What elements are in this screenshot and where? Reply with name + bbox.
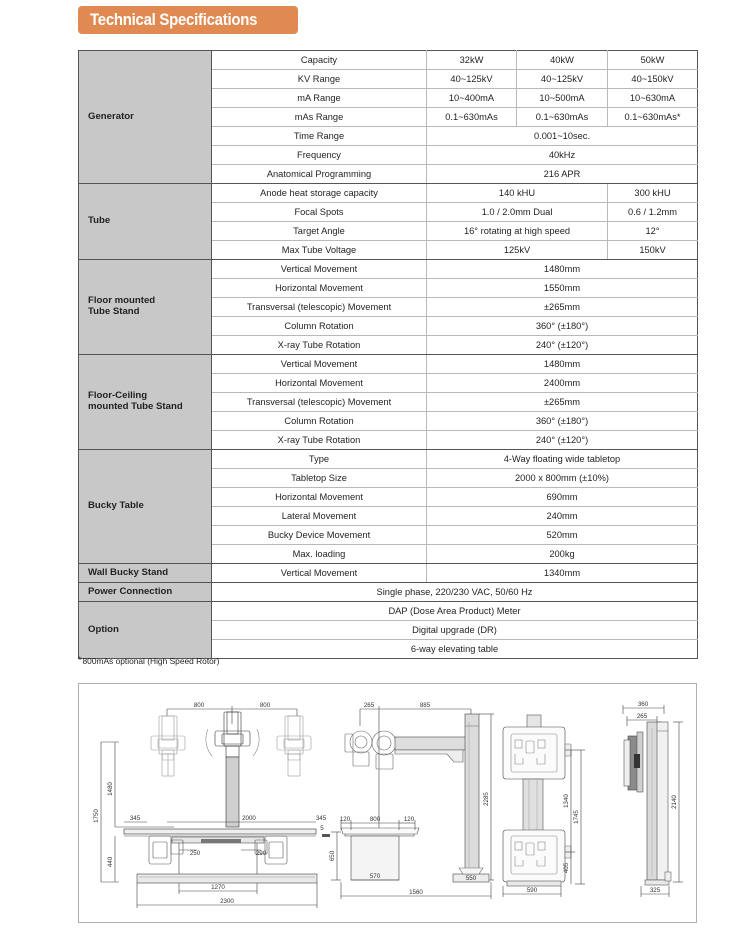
spec-label: Column Rotation [212,317,427,336]
svg-text:345: 345 [315,815,327,822]
spec-label: Column Rotation [212,412,427,431]
spec-value: 520mm [427,526,698,545]
spec-label: Tabletop Size [212,469,427,488]
view-side-tube-stand [320,702,494,899]
spec-value: 10~630mA [608,89,698,108]
spec-value: 240mm [427,507,698,526]
spec-value: 4-Way floating wide tabletop [427,450,698,469]
svg-text:120: 120 [403,816,415,823]
footnote-marker: * [78,655,82,665]
spec-value: 6-way elevating table [212,640,698,659]
spec-value: 40kW [517,51,608,70]
spec-value: 1480mm [427,260,698,279]
spec-value: 1550mm [427,279,698,298]
spec-label: Vertical Movement [212,355,427,374]
table-row [79,51,698,70]
spec-value: 32kW [427,51,517,70]
spec-value: 40~150kV [608,70,698,89]
svg-text:1750: 1750 [93,809,100,823]
svg-text:570: 570 [369,873,381,880]
spec-label: Horizontal Movement [212,279,427,298]
spec-label: Anode heat storage capacity [212,184,427,203]
drawings-svg-container [79,684,696,922]
spec-value: 10~500mA [517,89,608,108]
spec-value: ±265mm [427,393,698,412]
svg-text:120: 120 [339,816,351,823]
footnote [78,655,219,666]
svg-text:360: 360 [637,701,649,708]
spec-label: Horizontal Movement [212,374,427,393]
svg-text:800: 800 [259,702,271,709]
category-label: Floor mounted Tube Stand [79,260,212,355]
spec-label: X-ray Tube Rotation [212,431,427,450]
spec-value: 40~125kV [427,70,517,89]
spec-label: X-ray Tube Rotation [212,336,427,355]
spec-value: 0.001~10sec. [427,127,698,146]
page-title: Technical Specifications [90,10,258,29]
table-row [79,583,698,602]
spec-value: 1480mm [427,355,698,374]
table-row [79,602,698,621]
svg-text:1340: 1340 [563,794,570,808]
technical-dimension-drawings [79,684,696,922]
spec-label: Focal Spots [212,203,427,222]
spec-value: 240° (±120°) [427,431,698,450]
spec-label: Transversal (telescopic) Movement [212,393,427,412]
spec-value: 1.0 / 2.0mm Dual [427,203,608,222]
table-row [79,564,698,583]
spec-value: 16° rotating at high speed [427,222,608,241]
svg-text:5: 5 [320,825,324,832]
view-wall-bucky-side [623,701,683,897]
spec-value: 125kV [427,241,608,260]
category-label: Generator [79,51,212,184]
svg-text:2285: 2285 [483,792,490,806]
view-front-floor-stand [93,702,327,908]
table-row [79,450,698,469]
svg-text:1560: 1560 [409,889,423,896]
svg-text:290: 290 [255,850,267,857]
spec-value: 10~400mA [427,89,517,108]
spec-label: Target Angle [212,222,427,241]
table-row [79,260,698,279]
footnote-text: 800mAs optional (High Speed Rotor) [82,656,220,666]
svg-text:2000: 2000 [242,815,256,822]
spec-value: 0.6 / 1.2mm [608,203,698,222]
svg-text:345: 345 [129,815,141,822]
spec-label: Bucky Device Movement [212,526,427,545]
spec-value: ±265mm [427,298,698,317]
svg-text:800: 800 [193,702,205,709]
banner-background [78,6,298,34]
spec-value: 40kHz [427,146,698,165]
dimension-drawings-panel [78,683,697,923]
svg-text:885: 885 [419,702,431,709]
page-header-banner [78,6,298,34]
svg-text:250: 250 [189,850,201,857]
spec-label: Horizontal Movement [212,488,427,507]
category-label: Option [79,602,212,659]
svg-text:405: 405 [563,862,570,874]
spec-value: 300 kHU [608,184,698,203]
spec-value: Digital upgrade (DR) [212,621,698,640]
svg-text:440: 440 [107,856,114,868]
spec-label: Time Range [212,127,427,146]
spec-label: KV Range [212,70,427,89]
spec-label: Transversal (telescopic) Movement [212,298,427,317]
spec-label: Max. loading [212,545,427,564]
specifications-table [78,50,698,659]
svg-text:2300: 2300 [220,898,234,905]
spec-label: mAs Range [212,108,427,127]
spec-label: Vertical Movement [212,260,427,279]
svg-text:325: 325 [649,887,661,894]
svg-text:650: 650 [329,850,336,862]
view-wall-bucky-front [503,715,585,897]
svg-text:1270: 1270 [211,884,225,891]
spec-value: 360° (±180°) [427,412,698,431]
spec-value: 2000 x 800mm (±10%) [427,469,698,488]
category-label: Wall Bucky Stand [79,564,212,583]
svg-text:1745: 1745 [573,810,580,824]
spec-value: Single phase, 220/230 VAC, 50/60 Hz [212,583,698,602]
spec-value: 50kW [608,51,698,70]
spec-value: 200kg [427,545,698,564]
table-row [79,184,698,203]
spec-label: Max Tube Voltage [212,241,427,260]
svg-text:590: 590 [526,887,538,894]
spec-value: 0.1~630mAs* [608,108,698,127]
category-label: Power Connection [79,583,212,602]
spec-label: Type [212,450,427,469]
spec-value: 2400mm [427,374,698,393]
svg-text:800: 800 [369,816,381,823]
spec-value: 1340mm [427,564,698,583]
spec-value: 360° (±180°) [427,317,698,336]
spec-label: Frequency [212,146,427,165]
spec-label: mA Range [212,89,427,108]
spec-value: 150kV [608,241,698,260]
spec-value: 240° (±120°) [427,336,698,355]
spec-value: 40~125kV [517,70,608,89]
spec-value: 0.1~630mAs [427,108,517,127]
category-label: Tube [79,184,212,260]
spec-label: Anatomical Programming [212,165,427,184]
spec-value: 140 kHU [427,184,608,203]
spec-value: 690mm [427,488,698,507]
spec-value: 0.1~630mAs [517,108,608,127]
svg-text:2140: 2140 [671,795,678,809]
category-label: Bucky Table [79,450,212,564]
spec-label: Vertical Movement [212,564,427,583]
svg-text:550: 550 [465,875,477,882]
spec-value: 216 APR [427,165,698,184]
spec-label: Capacity [212,51,427,70]
spec-value: DAP (Dose Area Product) Meter [212,602,698,621]
spec-value: 12° [608,222,698,241]
table-row [79,355,698,374]
category-label: Floor-Ceiling mounted Tube Stand [79,355,212,450]
spec-label: Lateral Movement [212,507,427,526]
svg-text:265: 265 [363,702,375,709]
svg-text:1480: 1480 [107,782,114,796]
svg-text:265: 265 [636,713,648,720]
